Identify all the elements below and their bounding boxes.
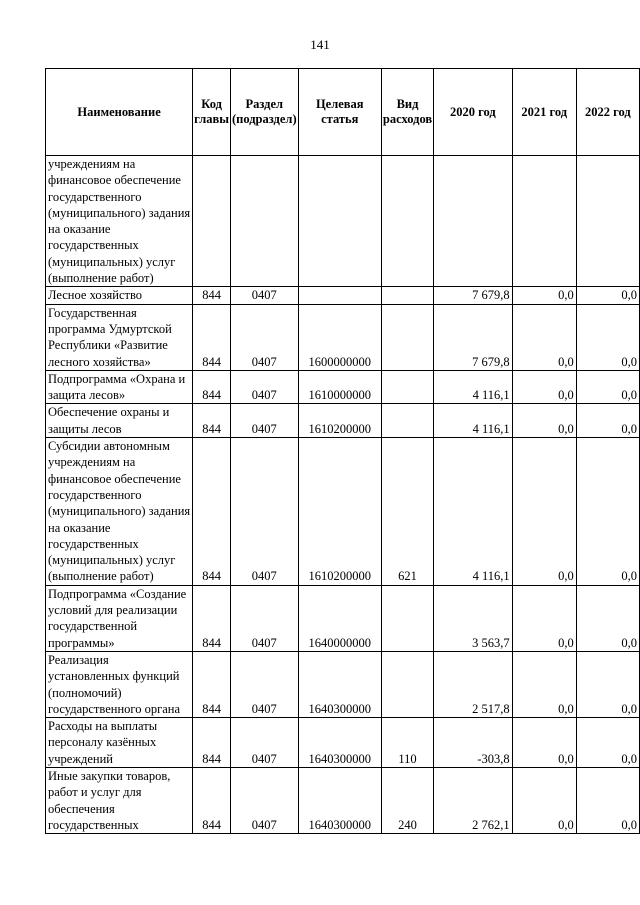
cell-target: 1600000000 [298,304,381,370]
cell-2021 [512,156,576,287]
page-number: 141 [310,37,330,52]
cell-target: 1610200000 [298,404,381,438]
cell-2020: 3 563,7 [434,585,513,651]
cell-code: 844 [193,585,231,651]
cell-name: Подпрограмма «Охрана и защита лесов» [46,370,193,404]
cell-2020: 4 116,1 [434,438,513,586]
cell-2022: 0,0 [576,370,639,404]
cell-2021: 0,0 [512,404,576,438]
cell-2020: 7 679,8 [434,304,513,370]
table-row [46,718,640,768]
table-header-row [46,69,640,156]
cell-name: учреждениям на финансовое обеспечение государственного (муниципального) задания на оказание государственных (муниципальных) услуг (выполнение работ) [46,156,193,287]
cell-code: 844 [193,718,231,768]
cell-section: 0407 [230,585,298,651]
cell-2021: 0,0 [512,718,576,768]
cell-2022 [576,156,639,287]
cell-name: Подпрограмма «Создание условий для реализации государственной программы» [46,585,193,651]
cell-target [298,287,381,304]
cell-code [193,156,231,287]
cell-section: 0407 [230,404,298,438]
cell-2022: 0,0 [576,287,639,304]
cell-name: Иные закупки товаров, работ и услуг для обеспечения государственных [46,767,193,833]
cell-target: 1640300000 [298,651,381,717]
header-2020: 2020 год [434,69,513,156]
header-code [193,69,231,156]
cell-name: Государственная программа Удмуртской Республики «Развитие лесного хозяйства» [46,304,193,370]
cell-2021: 0,0 [512,767,576,833]
cell-2022: 0,0 [576,304,639,370]
cell-code: 844 [193,304,231,370]
table-row [46,438,640,586]
header-2022: 2022 год [576,69,639,156]
cell-2021: 0,0 [512,287,576,304]
cell-kind: 240 [381,767,433,833]
cell-kind [381,370,433,404]
cell-2022: 0,0 [576,651,639,717]
cell-code: 844 [193,404,231,438]
table-row [46,370,640,404]
cell-section [230,156,298,287]
cell-name: Субсидии автономным учреждениям на финансовое обеспечение государственного (муниципального) задания на оказание государственных (муниципальных) услуг (выполнение работ) [46,438,193,586]
table-row [46,156,640,287]
cell-2020: 2 762,1 [434,767,513,833]
cell-2020: -303,8 [434,718,513,768]
cell-code: 844 [193,438,231,586]
cell-code: 844 [193,767,231,833]
cell-target: 1610000000 [298,370,381,404]
cell-name: Лесное хозяйство [46,287,193,304]
cell-2021: 0,0 [512,585,576,651]
cell-2020: 4 116,1 [434,404,513,438]
header-kind-label: Вид расходов [382,97,433,126]
table-row [46,585,640,651]
table-body [46,156,640,834]
cell-target: 1640300000 [298,767,381,833]
cell-2020: 2 517,8 [434,651,513,717]
cell-kind [381,304,433,370]
header-section [230,69,298,156]
cell-section: 0407 [230,438,298,586]
cell-2022: 0,0 [576,438,639,586]
cell-2022: 0,0 [576,718,639,768]
cell-target: 1640000000 [298,585,381,651]
cell-2022: 0,0 [576,767,639,833]
cell-2021: 0,0 [512,651,576,717]
cell-code: 844 [193,651,231,717]
cell-target [298,156,381,287]
table-row [46,767,640,833]
table-row [46,287,640,304]
header-code-label: Код главы [194,97,229,126]
cell-kind [381,287,433,304]
table-row [46,304,640,370]
cell-name: Реализация установленных функций (полномочий) государственного органа [46,651,193,717]
cell-kind: 621 [381,438,433,586]
cell-section: 0407 [230,718,298,768]
cell-2022: 0,0 [576,404,639,438]
cell-code: 844 [193,370,231,404]
cell-section: 0407 [230,304,298,370]
header-kind [381,69,433,156]
cell-section: 0407 [230,287,298,304]
budget-table [45,68,640,834]
cell-2021: 0,0 [512,438,576,586]
cell-2022: 0,0 [576,585,639,651]
header-target: Целевая статья [298,69,381,156]
cell-name: Обеспечение охраны и защиты лесов [46,404,193,438]
cell-target: 1610200000 [298,438,381,586]
cell-2020: 7 679,8 [434,287,513,304]
cell-2021: 0,0 [512,304,576,370]
cell-section: 0407 [230,767,298,833]
cell-kind [381,156,433,287]
cell-kind [381,404,433,438]
cell-kind: 110 [381,718,433,768]
cell-2020: 4 116,1 [434,370,513,404]
cell-code: 844 [193,287,231,304]
cell-section: 0407 [230,651,298,717]
cell-kind [381,585,433,651]
cell-target: 1640300000 [298,718,381,768]
header-2021: 2021 год [512,69,576,156]
header-section-label: Раздел (подраздел) [231,97,297,126]
cell-2021: 0,0 [512,370,576,404]
cell-name: Расходы на выплаты персоналу казённых учреждений [46,718,193,768]
table-row [46,404,640,438]
cell-section: 0407 [230,370,298,404]
cell-2020 [434,156,513,287]
cell-kind [381,651,433,717]
header-name: Наименование [46,69,193,156]
table-row [46,651,640,717]
